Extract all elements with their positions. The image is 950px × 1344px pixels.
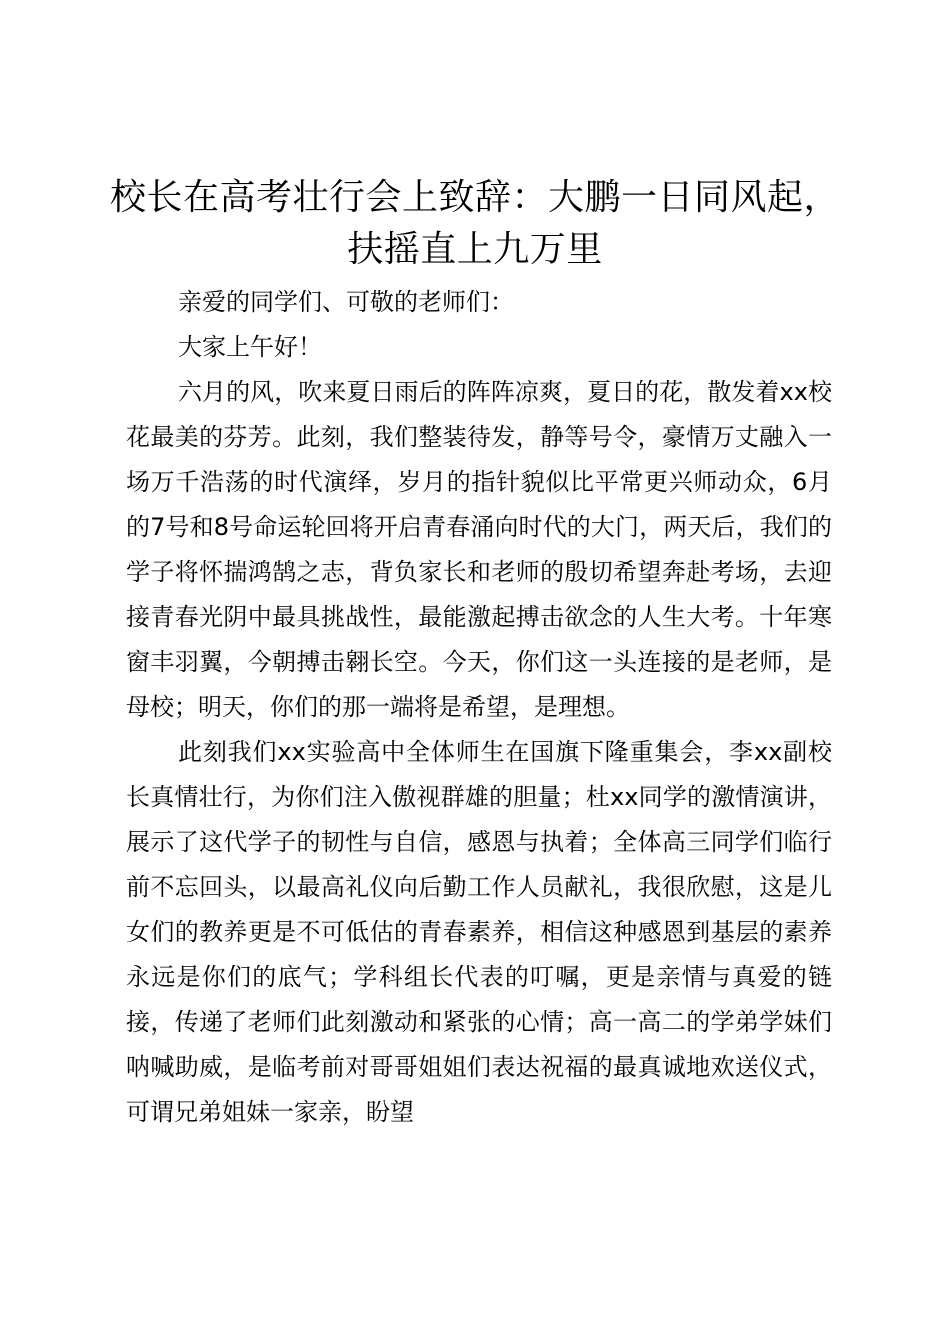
title-line-2: 扶摇直上九万里 — [347, 229, 603, 270]
body-paragraph-2: 此刻我们xx实验高中全体师生在国旗下隆重集会，李xx副校长真情壮行，为你们注入傲视群雄的胆量；杜xx同学的激情演讲，展示了这代学子的韧性与自信，感恩与执着；全体高三同学们临行前不忘回头，以最高礼仪向后勤工作人员献礼，我很欣慰，这是儿女们的教养更是不可低估的青春素养，相信这种感恩到基层的素养永远是你们的底气；学科组长代表的叮嘱，更是亲情与真爱的链接，传递了老师们此刻激动和紧张的心情；高一高二的学弟学妹们呐喊助威，是临考前对哥哥姐姐们表达祝福的最真诚地欢送仪式，可谓兄弟姐妹一家亲，盼望 — [126, 738, 832, 1126]
document-title — [110, 172, 840, 276]
body-paragraph-1: 六月的风，吹来夏日雨后的阵阵凉爽，夏日的花，散发着xx校花最美的芬芳。此刻，我们整装待发，静等号令，豪情万丈融入一场万千浩荡的时代演绎，岁月的指针貌似比平常更兴师动众，6月的7号和8号命运轮回将开启青春涌向时代的大门，两天后，我们的学子将怀揣鸿鹄之志，背负家长和老师的殷切希望奔赴考场，去迎接青春光阴中最具挑战性，最能激起搏击欲念的人生大考。十年寒窗丰羽翼，今朝搏击翱长空。今天，你们这一头连接的是老师，是母校；明天，你们的那一端将是希望，是理想。 — [126, 378, 832, 721]
salutation-paragraph: 亲爱的同学们、可敬的老师们： — [178, 288, 514, 316]
document-body — [126, 280, 832, 1135]
title-line-1: 校长在高考壮行会上致辞：大鹏一日同风起， — [110, 177, 841, 218]
greeting-paragraph: 大家上午好！ — [178, 333, 322, 361]
